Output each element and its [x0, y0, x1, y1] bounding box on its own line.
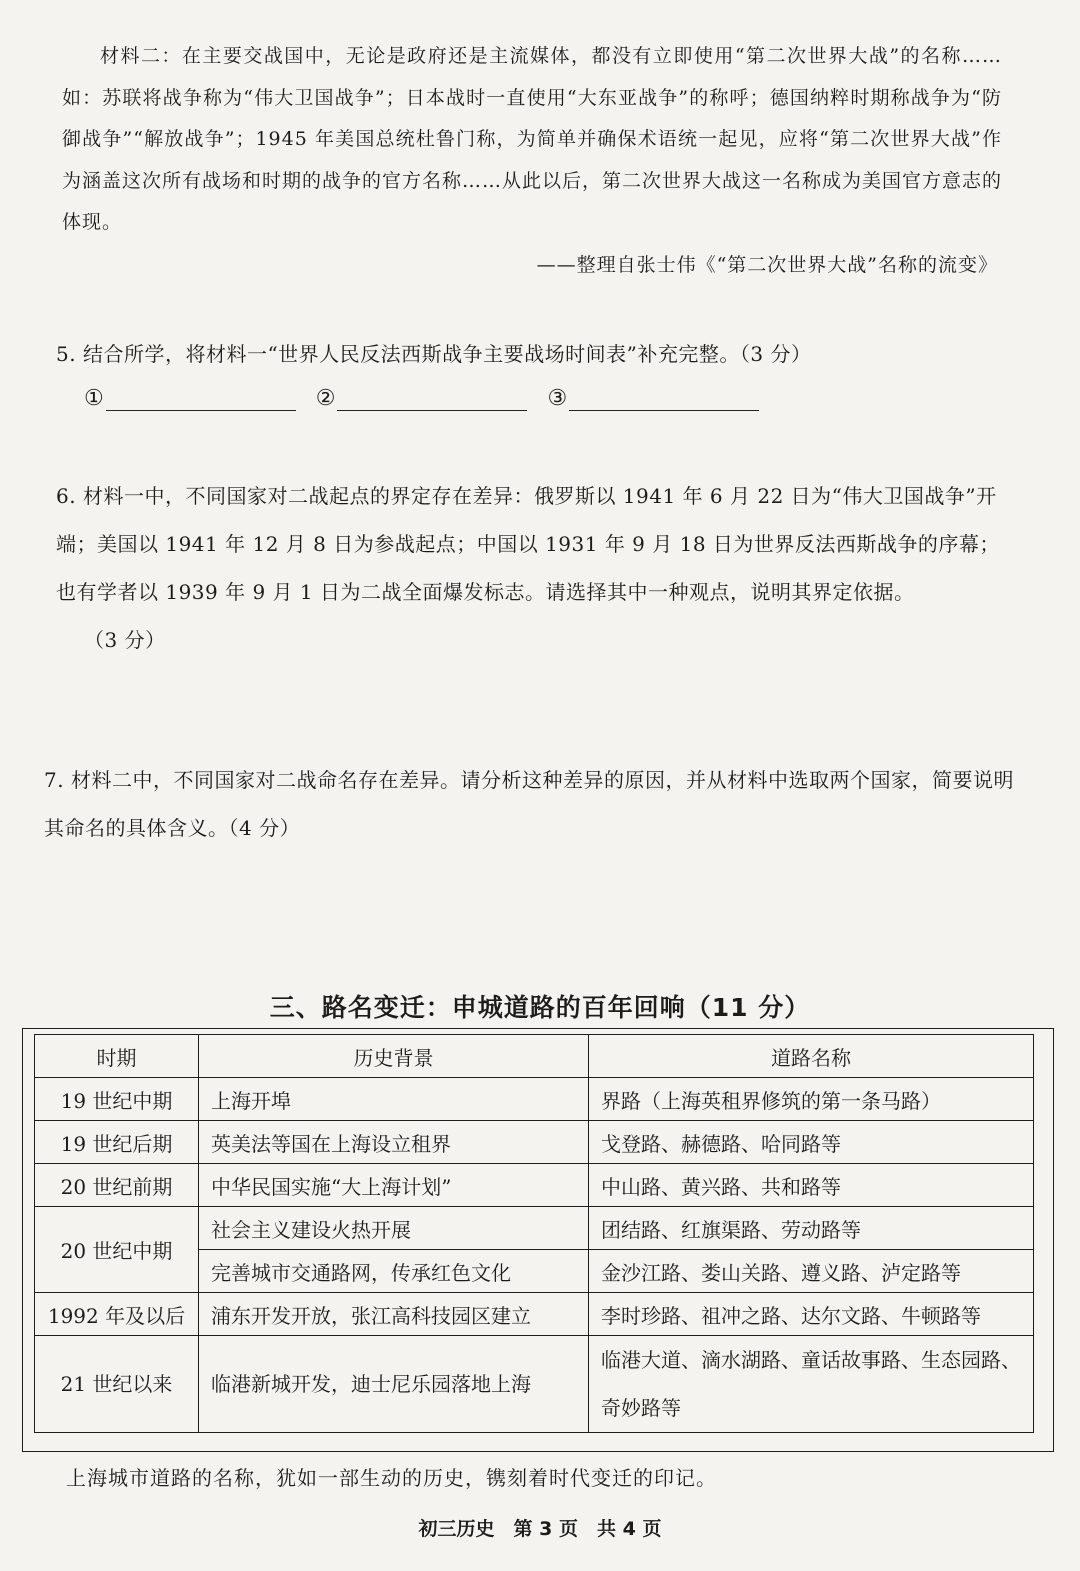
row-roads: 李时珍路、祖冲之路、达尔文路、牛顿路等	[589, 1293, 1034, 1336]
road-names-table	[34, 1034, 1034, 1433]
row-roads: 戈登路、赫德路、哈同路等	[589, 1121, 1034, 1164]
question-7-text: 材料二中，不同国家对二战命名存在差异。请分析这种差异的原因，并从材料中选取两个国家，简要说明其命名的具体含义。（4 分）	[44, 768, 1014, 840]
header-roads: 道路名称	[589, 1035, 1034, 1078]
row-roads: 界路（上海英租界修筑的第一条马路）	[589, 1078, 1034, 1121]
row-roads: 团结路、红旗渠路、劳动路等	[589, 1207, 1034, 1250]
answer-blank-2[interactable]	[316, 384, 528, 411]
question-6	[56, 472, 1016, 664]
row-period: 1992 年及以后	[35, 1293, 199, 1336]
blank-line-2	[337, 384, 527, 411]
blank-marker-2: ②	[315, 386, 336, 411]
page-footer: 初三历史 第 3 页 共 4 页	[418, 1518, 662, 1540]
blank-line-3	[569, 384, 759, 411]
row-roads: 金沙江路、娄山关路、遵义路、泸定路等	[589, 1250, 1034, 1293]
row-background: 社会主义建设火热开展	[199, 1207, 589, 1250]
row-period: 19 世纪中期	[35, 1078, 199, 1121]
header-background: 历史背景	[199, 1035, 589, 1078]
row-period: 20 世纪前期	[35, 1164, 199, 1207]
blank-marker-3: ③	[547, 386, 568, 411]
blank-line-1	[106, 384, 296, 411]
row-background: 英美法等国在上海设立租界	[199, 1121, 589, 1164]
answer-blank-1[interactable]	[84, 384, 296, 411]
table-row	[35, 1078, 1034, 1121]
row-period: 20 世纪中期	[35, 1207, 199, 1293]
question-5-number: 5.	[56, 342, 77, 366]
material-two-text: 材料二：在主要交战国中，无论是政府还是主流媒体，都没有立即使用“第二次世界大战”的名称……如：苏联将战争称为“伟大卫国战争”；日本战时一直使用“大东亚战争”的称呼；德国纳粹时期称战争为“防御战争”“解放战争”；1945 年美国总统杜鲁门称，为简单并确保术语统一起见，应将“第二次世界大战”作为涵盖这次所有战场和时期的战争的官方名称……从此以后，第二次世界大战这一名称成为美国官方意志的体现。	[62, 45, 1003, 233]
row-period: 19 世纪后期	[35, 1121, 199, 1164]
row-roads: 中山路、黄兴路、共和路等	[589, 1164, 1034, 1207]
question-6-score: （3 分）	[84, 628, 166, 652]
table-row	[35, 1164, 1034, 1207]
row-background: 中华民国实施“大上海计划”	[199, 1164, 589, 1207]
question-6-text: 材料一中，不同国家对二战起点的界定存在差异：俄罗斯以 1941 年 6 月 22 日为“伟大卫国战争”开端；美国以 1941 年 12 月 8 日为参战起点；中国以 1931 年 9 月 18 日为世界反法西斯战争的序幕；也有学者以 1939 年 9 月 1 日为二战全面爆发标志。请选择其中一种观点，说明其界定依据。	[56, 484, 1000, 604]
section-3-title: 三、路名变迁：申城道路的百年回响（11 分）	[269, 993, 811, 1022]
row-background: 浦东开发开放，张江高科技园区建立	[199, 1293, 589, 1336]
table-header-row	[35, 1035, 1034, 1078]
question-7-number: 7.	[44, 768, 65, 792]
row-period: 21 世纪以来	[35, 1336, 199, 1433]
row-roads: 临港大道、滴水湖路、童话故事路、生态园路、奇妙路等	[589, 1336, 1034, 1433]
question-5	[56, 330, 1016, 378]
row-background: 临港新城开发，迪士尼乐园落地上海	[199, 1336, 589, 1433]
answer-blank-3[interactable]	[547, 384, 759, 411]
question-5-text: 结合所学，将材料一“世界人民反法西斯战争主要战场时间表”补充完整。（3 分）	[82, 342, 812, 366]
section-3-closing: 上海城市道路的名称，犹如一部生动的历史，镌刻着时代变迁的印记。	[66, 1466, 717, 1490]
question-7	[44, 756, 1024, 852]
table-row	[35, 1336, 1034, 1433]
blank-marker-1: ①	[84, 386, 104, 411]
question-6-number: 6.	[56, 484, 77, 508]
header-period: 时期	[35, 1035, 199, 1078]
row-background: 完善城市交通路网，传承红色文化	[199, 1250, 589, 1293]
question-5-blanks	[84, 384, 759, 411]
table-row	[35, 1207, 1034, 1250]
table-row	[35, 1293, 1034, 1336]
material-two-source: ——整理自张士伟《“第二次世界大战”名称的流变》	[536, 254, 998, 276]
row-background: 上海开埠	[199, 1078, 589, 1121]
material-two	[62, 36, 1002, 244]
table-row	[35, 1121, 1034, 1164]
